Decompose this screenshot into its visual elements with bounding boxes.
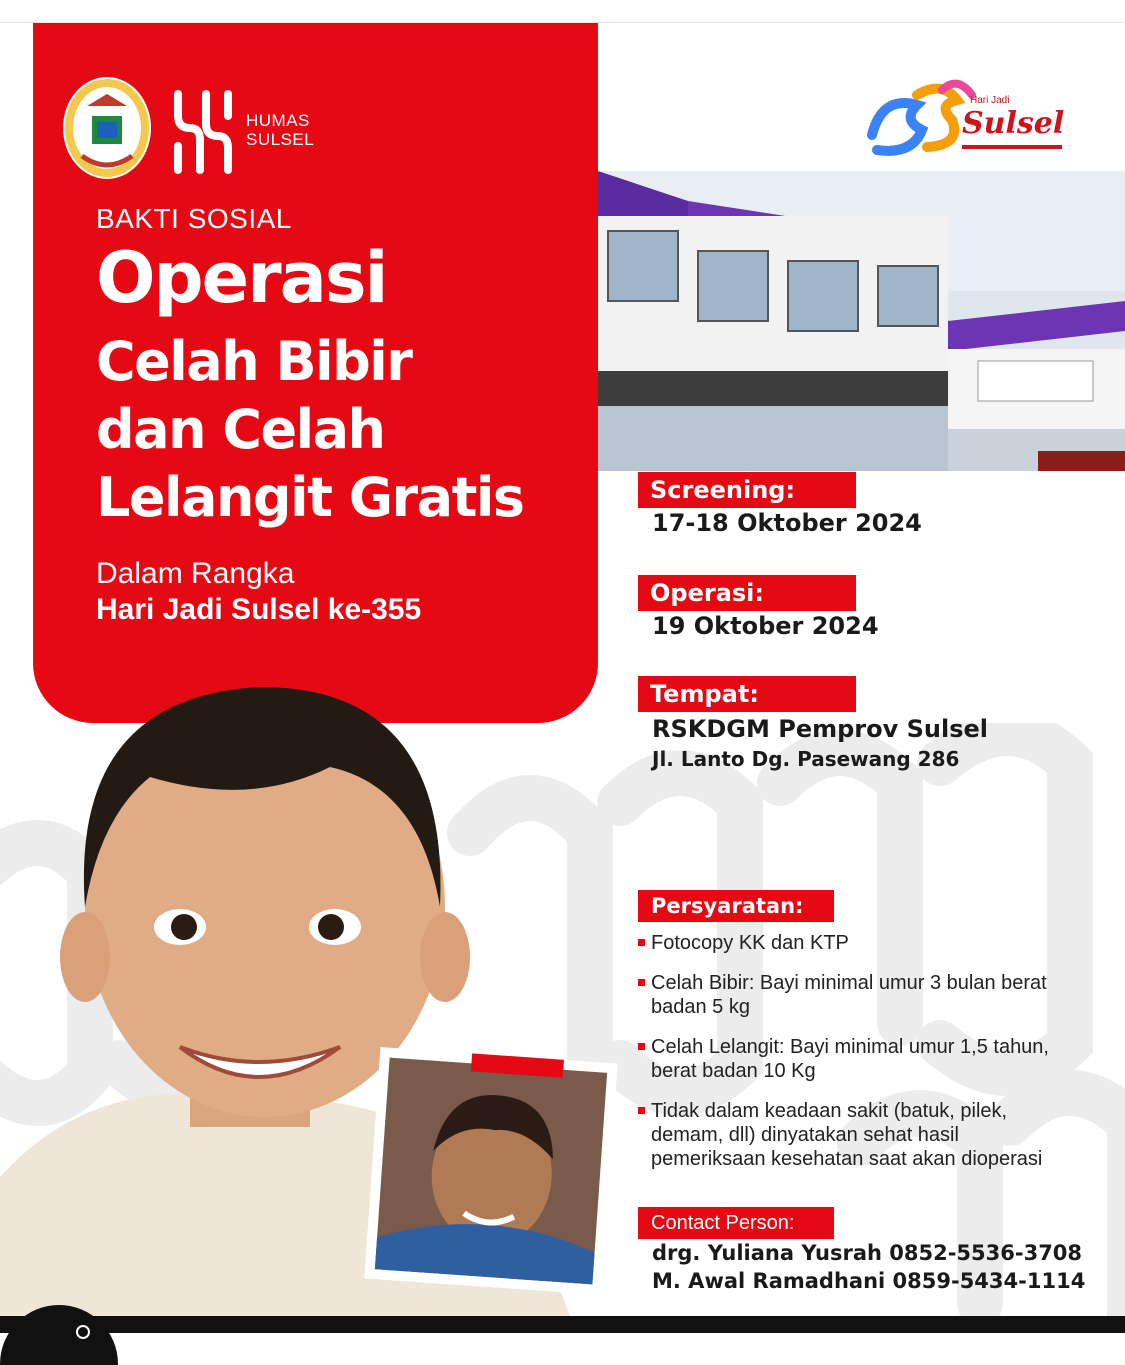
svg-text:Hari Jadi: Hari Jadi [970,95,1010,106]
title-line-2: Celah Bibir [96,330,412,393]
svg-text:Sulsel: Sulsel [962,106,1065,141]
contact-list [652,1239,1085,1295]
humas-line-2: SULSEL [246,130,315,149]
requirements-list [638,931,1078,1187]
humas-sulsel-wordmark [246,111,314,149]
operasi-label: Operasi: [638,575,856,611]
hospital-building-photo [598,171,1125,471]
requirement-item: Fotocopy KK dan KTP [638,931,1078,955]
requirement-item: Tidak dalam keadaan sakit (batuk, pilek, demam, dll) dinyatakan sehat hasil pemeriksaan kesehatan saat akan dioperasi [638,1099,1078,1171]
venue-address: Jl. Lanto Dg. Pasewang 286 [652,747,960,771]
event-poster [0,23,1125,1316]
venue-name: RSKDGM Pemprov Sulsel [652,715,988,743]
occasion-line-2: Hari Jadi Sulsel ke-355 [96,593,422,626]
provincial-emblem-icon [62,76,152,180]
requirement-item: Celah Lelangit: Bayi minimal umur 1,5 tahun, berat badan 10 Kg [638,1035,1078,1083]
title-line-1: Operasi [96,237,387,319]
operasi-date: 19 Oktober 2024 [652,612,879,640]
screening-label: Screening: [638,472,856,508]
hari-jadi-sulsel-logo [862,75,1067,165]
bottom-bar [0,1316,1125,1333]
contact-label: Contact Person: [638,1207,834,1239]
requirements-label: Persyaratan: [638,890,834,922]
page-title [96,237,524,539]
contact-person-2: M. Awal Ramadhani 0859-5434-1114 [652,1269,1086,1293]
contact-person-1: drg. Yuliana Yusrah 0852-5536-3708 [652,1241,1083,1265]
requirement-item: Celah Bibir: Bayi minimal umur 3 bulan berat badan 5 kg [638,971,1078,1019]
title-line-3: dan Celah [96,398,385,461]
humas-line-1: HUMAS [246,111,310,130]
cleft-lip-child-photo [364,1047,618,1295]
tempat-label: Tempat: [638,676,856,712]
title-line-4: Lelangit Gratis [96,466,524,529]
occasion-line-1: Dalam Rangka [96,557,295,590]
humas-sulsel-logo [172,86,234,178]
kicker-text: BAKTI SOSIAL [96,203,292,234]
occasion-text [96,557,421,629]
control-icon [76,1325,90,1339]
screening-date: 17-18 Oktober 2024 [652,509,922,537]
